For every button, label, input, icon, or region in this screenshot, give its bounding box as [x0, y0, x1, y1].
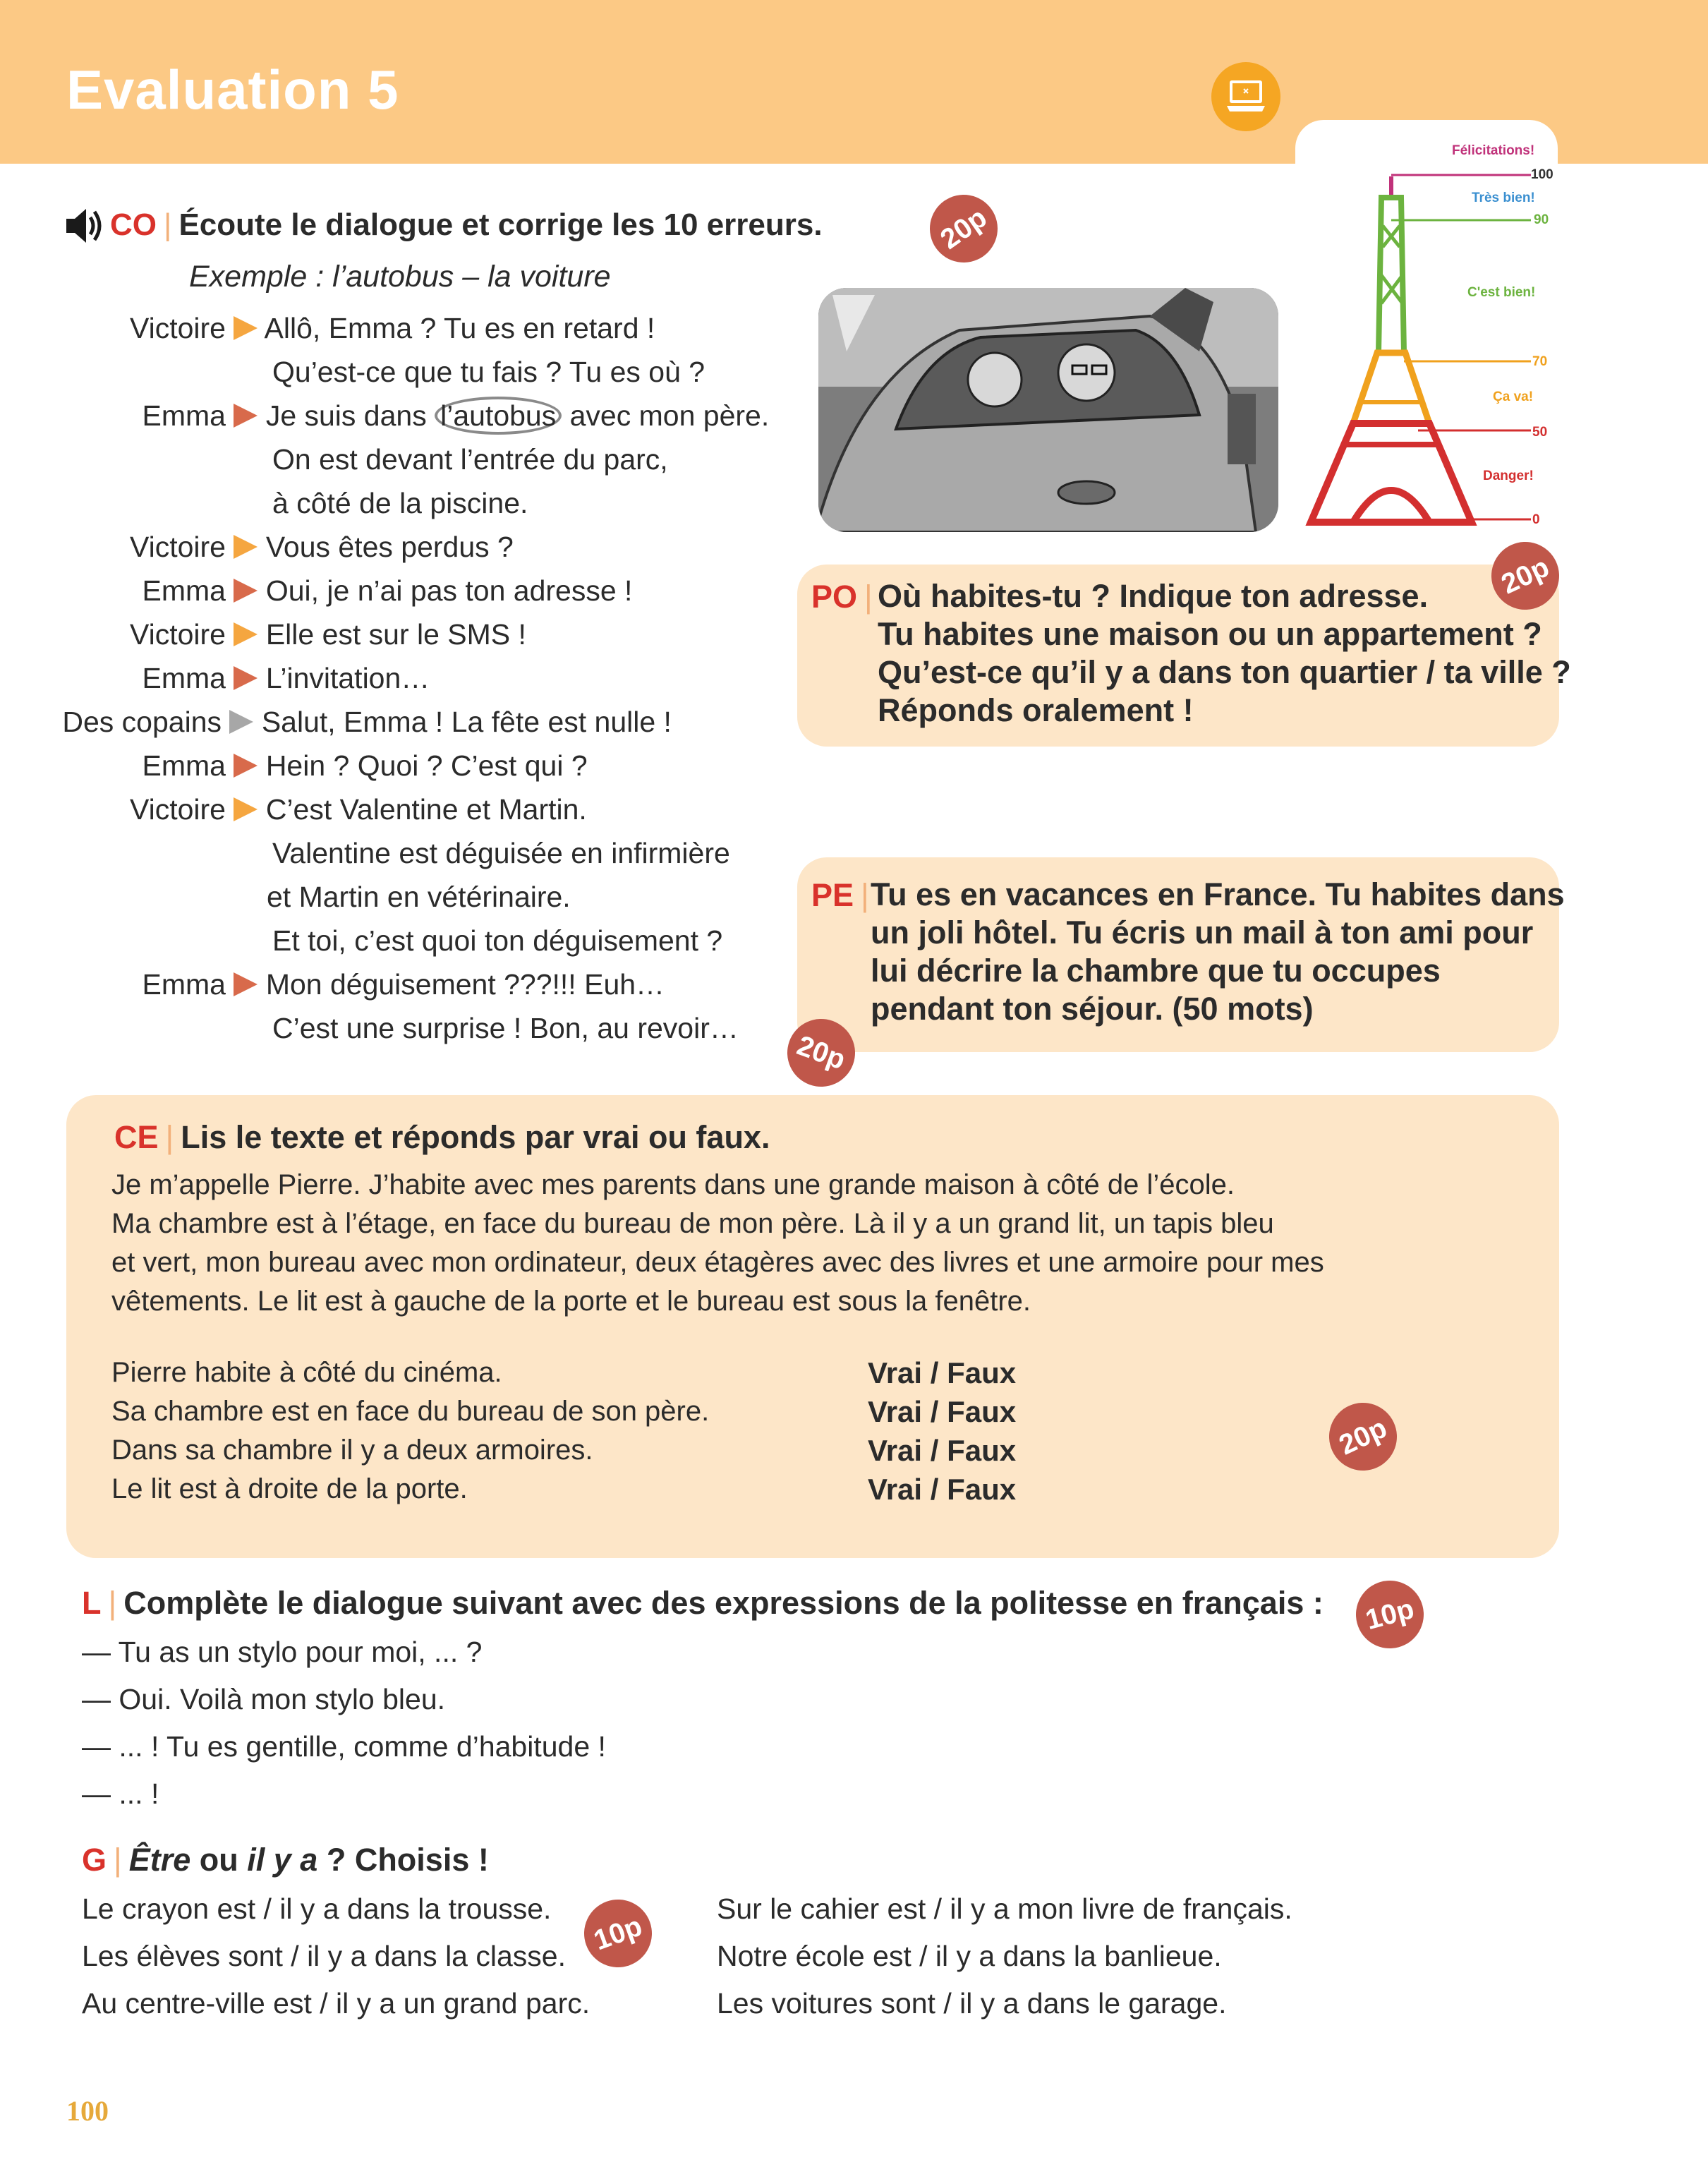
dialogue-text: On est devant l’entrée du parc, [272, 443, 668, 476]
ce-answers [868, 1353, 1016, 1509]
dialogue-text: à côté de la piscine. [272, 487, 528, 519]
speaker-name: Victoire [130, 618, 226, 651]
vrai-faux-choice[interactable]: Vrai / Faux [868, 1395, 1017, 1428]
speaker-name: Emma [142, 574, 226, 607]
dialogue-line [49, 700, 769, 744]
g-sentence: Les voitures sont / il y a dans le garage. [717, 1987, 1227, 2020]
co-instruction: Écoute le dialogue et corrige les 10 erreurs. [178, 207, 823, 242]
g-sentence: Au centre-ville est / il y a un grand parc. [82, 1987, 590, 2020]
ce-statements [111, 1353, 709, 1509]
vrai-faux-choice[interactable]: Vrai / Faux [868, 1473, 1017, 1506]
page-title: Evaluation 5 [66, 59, 399, 121]
ce-statement: Sa chambre est en face du bureau de son père. [111, 1396, 710, 1427]
pe-line: Tu es en vacances en France. Tu habites dans [871, 876, 1565, 912]
dialogue-line [56, 437, 769, 481]
co-code: CO [110, 207, 157, 242]
scale-tick-50: 50 [1532, 425, 1548, 440]
l-instruction: Complète le dialogue suivant avec des expressions de la politesse en français : [123, 1585, 1324, 1621]
g-sentence: Notre école est / il y a dans la banlieue. [717, 1940, 1222, 1972]
scale-label-danger: Danger! [1483, 469, 1534, 483]
speaker-name: Emma [142, 662, 226, 694]
g-instruction-ou: ou [190, 1842, 248, 1878]
l-heading: L | Complète le dialogue suivant avec des expressions de la politesse en français : [82, 1585, 1324, 1621]
dialogue-line [56, 919, 769, 962]
ce-text-line: et vert, mon bureau avec mon ordinateur, deux étagères avec des livres et une armoire pour mes [111, 1247, 1324, 1278]
l-line: — Oui. Voilà mon stylo bleu. [82, 1683, 446, 1715]
scale-label-tres-bien: Très bien! [1472, 191, 1535, 205]
po-line: Réponds oralement ! [878, 692, 1194, 728]
g-heading: G | Être ou il y a ? Choisis ! [82, 1842, 489, 1878]
dialogue-text: Vous êtes perdus ? [265, 531, 514, 563]
vrai-faux-choice[interactable]: Vrai / Faux [868, 1434, 1017, 1467]
l-points-badge: 10p [1348, 1573, 1431, 1656]
g-sentence: Le crayon est / il y a dans la trousse. [82, 1893, 552, 1925]
speaker-name: Victoire [130, 531, 226, 563]
triangle-arrow-icon [234, 579, 258, 603]
dialogue-line [56, 394, 769, 437]
dialogue-text: Allô, Emma ? Tu es en retard ! [264, 312, 655, 344]
dialogue-text: et Martin en vétérinaire. [267, 881, 571, 913]
dialogue-line [56, 612, 769, 656]
scale-label-cest-bien: C'est bien! [1467, 285, 1536, 300]
l-line: — ... ! Tu es gentille, comme d’habitude ! [82, 1730, 606, 1763]
triangle-arrow-icon [234, 404, 258, 428]
dialogue-line [56, 831, 769, 875]
ce-statement: Pierre habite à côté du cinéma. [111, 1357, 502, 1388]
dialogue-text: Je suis dans [265, 399, 435, 432]
ce-statement: Le lit est à droite de la porte. [111, 1473, 468, 1504]
speaker-name: Victoire [130, 793, 226, 826]
g-instruction-il-y-a: il y a [247, 1842, 318, 1878]
ce-points-badge: 20p [1318, 1392, 1408, 1482]
l-dialogue [82, 1629, 606, 1818]
dialogue-text: Elle est sur le SMS ! [265, 618, 526, 651]
triangle-arrow-icon [234, 797, 258, 821]
dialogue-text: Qu’est-ce que tu fais ? Tu es où ? [272, 356, 705, 388]
dialogue-text: Oui, je n’ai pas ton adresse ! [265, 574, 633, 607]
g-left-column [82, 1885, 590, 2027]
triangle-arrow-icon [234, 316, 258, 340]
po-line: Qu’est-ce qu’il y a dans ton quartier / ta ville ? [878, 654, 1571, 690]
speaker-name: Emma [142, 399, 226, 432]
dialogue-text: Salut, Emma ! La fête est nulle ! [261, 706, 672, 738]
dialogue-line [56, 350, 769, 394]
dialogue-text: Et toi, c’est quoi ton déguisement ? [272, 924, 723, 957]
po-code: PO [811, 579, 858, 615]
dialogue-text: Mon déguisement ???!!! Euh… [265, 968, 665, 1001]
l-line: — ... ! [82, 1777, 159, 1810]
speaker-name: Emma [142, 968, 226, 1001]
triangle-arrow-icon [234, 972, 258, 996]
dialogue-line [56, 481, 769, 525]
dialogue-line [56, 875, 769, 919]
scale-tick-70: 70 [1532, 354, 1548, 369]
pe-points-badge: 20p [777, 1009, 864, 1096]
ce-text-line: Ma chambre est à l’étage, en face du bureau de mon père. Là il y a un grand lit, un tapis bleu [111, 1208, 1274, 1239]
circled-example-word: l’autobus [435, 397, 562, 435]
scale-tick-100: 100 [1531, 167, 1553, 182]
l-code: L [82, 1585, 102, 1621]
g-points-badge: 10p [574, 1890, 661, 1976]
pe-instructions [871, 876, 1565, 1028]
co-dialogue [56, 306, 769, 1050]
triangle-arrow-icon [234, 535, 258, 559]
g-sentence: Sur le cahier est / il y a mon livre de français. [717, 1893, 1292, 1925]
co-example: Exemple : l’autobus – la voiture [189, 260, 611, 294]
page-number: 100 [66, 2095, 109, 2127]
ce-text-line: Je m’appelle Pierre. J’habite avec mes parents dans une grande maison à côté de l’école. [111, 1169, 1235, 1200]
ce-reading-text [111, 1166, 1324, 1321]
dialogue-line [56, 656, 769, 700]
po-points-badge: 20p [1480, 531, 1570, 621]
g-code: G [82, 1842, 107, 1878]
co-points-badge: 20p [916, 181, 1011, 276]
computer-icon [1211, 62, 1280, 131]
triangle-arrow-icon [234, 666, 258, 690]
speaker-icon[interactable] [63, 206, 104, 246]
ce-code: CE [114, 1119, 159, 1155]
po-instructions [878, 577, 1571, 730]
triangle-arrow-icon [229, 710, 253, 734]
ce-heading: CE | Lis le texte et réponds par vrai ou faux. [114, 1119, 770, 1155]
dialogue-text: avec mon père. [562, 399, 770, 432]
ce-instruction: Lis le texte et réponds par vrai ou faux. [181, 1119, 770, 1155]
l-line: — Tu as un stylo pour moi, ... ? [82, 1636, 483, 1668]
scale-tick-0: 0 [1532, 512, 1540, 527]
po-code-wrap: PO | [811, 579, 873, 615]
speaker-name: Victoire [130, 312, 226, 344]
car-illustration [818, 288, 1278, 532]
pe-code-wrap: PE | [811, 877, 869, 913]
vrai-faux-choice[interactable]: Vrai / Faux [868, 1356, 1017, 1389]
po-line: Tu habites une maison ou un appartement ? [878, 616, 1542, 652]
scale-label-ca-va: Ça va! [1493, 390, 1534, 404]
ce-statement: Dans sa chambre il y a deux armoires. [111, 1435, 593, 1466]
dialogue-text: C’est Valentine et Martin. [265, 793, 587, 826]
g-sentence: Les élèves sont / il y a dans la classe. [82, 1940, 566, 1972]
ce-text-line: vêtements. Le lit est à gauche de la porte et le bureau est sous la fenêtre. [111, 1286, 1031, 1317]
dialogue-text: Valentine est déguisée en infirmière [272, 837, 730, 869]
dialogue-line [56, 525, 769, 569]
triangle-arrow-icon [234, 622, 258, 646]
dialogue-text: C’est une surprise ! Bon, au revoir… [272, 1012, 739, 1044]
co-heading: CO | Écoute le dialogue et corrige les 10 erreurs. [110, 207, 823, 242]
pe-code: PE [811, 877, 854, 913]
dialogue-text: Hein ? Quoi ? C’est qui ? [265, 749, 588, 782]
dialogue-text: L’invitation… [265, 662, 430, 694]
speaker-name: Emma [142, 749, 226, 782]
speaker-name: Des copains [62, 706, 222, 738]
dialogue-line [56, 569, 769, 612]
dialogue-line [56, 787, 769, 831]
scale-tick-90: 90 [1534, 212, 1549, 227]
pe-line: un joli hôtel. Tu écris un mail à ton ami pour [871, 915, 1534, 950]
dialogue-line [56, 962, 769, 1006]
g-right-column [717, 1885, 1292, 2027]
pe-line: pendant ton séjour. (50 mots) [871, 991, 1314, 1027]
po-line: Où habites-tu ? Indique ton adresse. [878, 578, 1429, 614]
dialogue-line [56, 1006, 769, 1050]
pe-line: lui décrire la chambre que tu occupes [871, 953, 1441, 989]
triangle-arrow-icon [234, 754, 258, 778]
dialogue-line [56, 744, 769, 787]
dialogue-line [56, 306, 769, 350]
g-instruction-etre: Être [128, 1842, 191, 1878]
scale-label-felicitations: Félicitations! [1452, 143, 1535, 158]
g-instruction-end: ? Choisis ! [317, 1842, 489, 1878]
